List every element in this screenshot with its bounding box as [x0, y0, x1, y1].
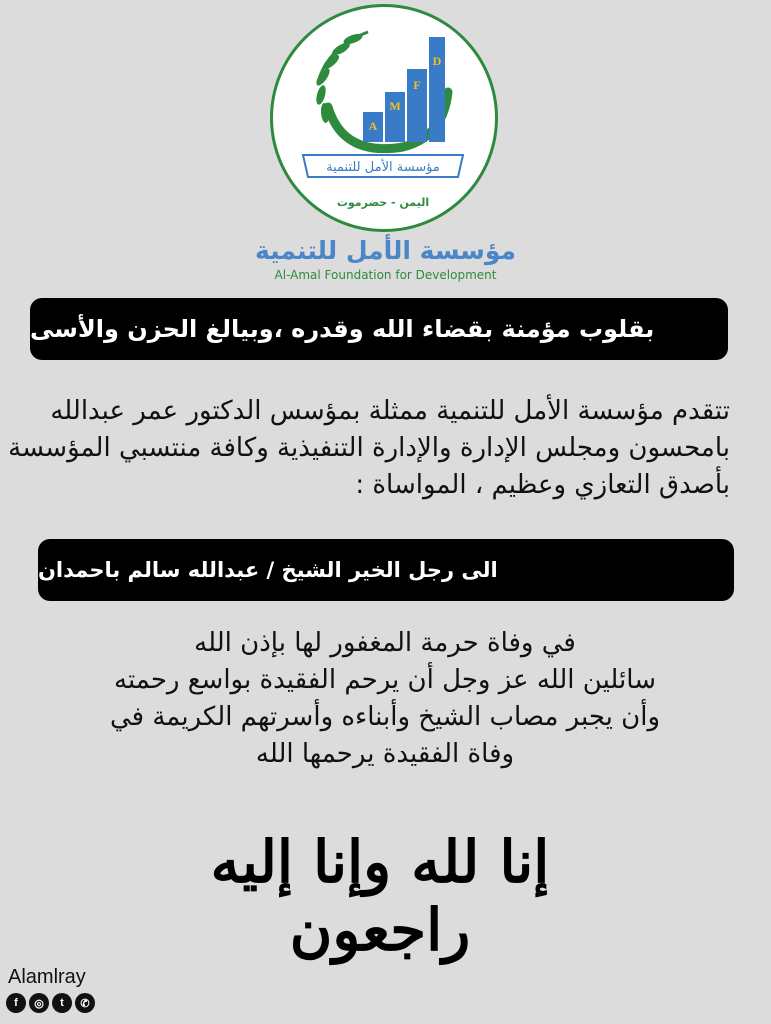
- twitter-icon[interactable]: t: [52, 993, 72, 1013]
- calligraphy-verse: [130, 808, 630, 964]
- facebook-icon[interactable]: f: [6, 993, 26, 1013]
- recipient-banner: [38, 539, 734, 601]
- headline-banner: [30, 298, 728, 360]
- whatsapp-icon[interactable]: ✆: [75, 993, 95, 1013]
- condolence-line: وأن يجبر مصاب الشيخ وأبناءه وأسرتهم الكريمة في: [110, 702, 660, 732]
- svg-text:اليمن - حضرموت: اليمن - حضرموت: [336, 196, 430, 209]
- foundation-logo: [270, 4, 498, 232]
- condolence-message: [40, 625, 730, 773]
- headline-text: بقلوب مؤمنة بقضاء الله وقدره ،وبيالغ الحزن والأسى: [30, 315, 655, 343]
- svg-text:D: D: [432, 54, 442, 68]
- svg-text:A: A: [368, 119, 378, 133]
- instagram-icon[interactable]: ◎: [29, 993, 49, 1013]
- svg-text:F: F: [413, 78, 421, 92]
- recipient-text: الى رجل الخير الشيخ / عبدالله سالم باحمدان: [38, 558, 498, 582]
- condolence-line: في وفاة حرمة المغفور لها بإذن الله: [194, 628, 576, 658]
- social-icons: [6, 993, 95, 1013]
- condolence-line: سائلين الله عز وجل أن يرحم الفقيدة بواسع رحمته: [114, 665, 656, 695]
- condolence-line: وفاة الفقيدة يرحمها الله: [255, 739, 515, 769]
- logo-emblem: [273, 7, 495, 229]
- calligraphy-text: إنا لله وإنا إليه راجعون: [210, 828, 550, 964]
- org-name-english: Al-Amal Foundation for Development: [274, 268, 497, 282]
- intro-paragraph: تتقدم مؤسسة الأمل للتنمية ممثلة بمؤسس الدكتور عمر عبدالله بامحسون ومجلس الإدارة والإدارة التنفيذية وكافة منتسبي المؤسسة بأصدق التعازي وعظيم ، المواساة :: [8, 396, 730, 500]
- brand-name: Alamlray: [8, 966, 86, 988]
- svg-text:M: M: [389, 99, 401, 113]
- org-name-arabic: مؤسسة الأمل للتنمية: [254, 236, 516, 265]
- svg-text:مؤسسة الأمل للتنمية: مؤسسة الأمل للتنمية: [326, 160, 440, 175]
